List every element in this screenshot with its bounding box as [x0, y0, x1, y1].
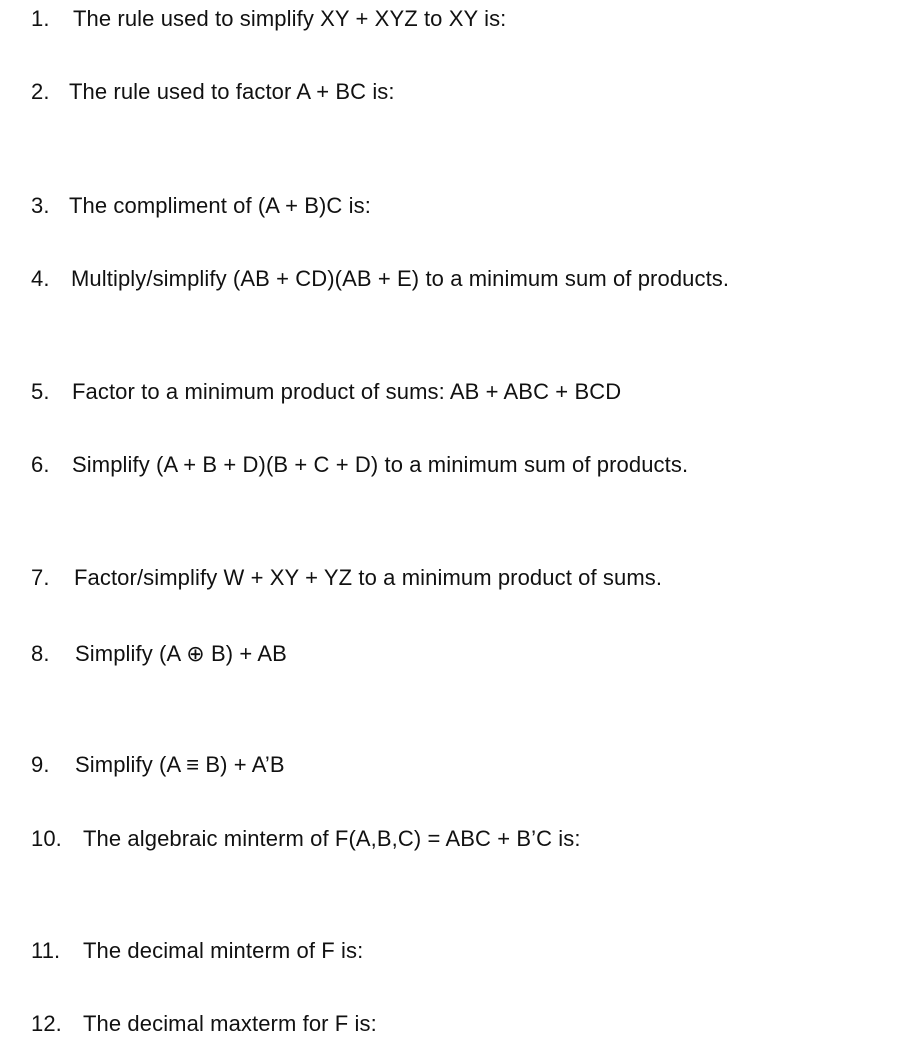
- question-text: The rule used to simplify XY + XYZ to XY is:: [73, 6, 507, 31]
- question-6: [31, 452, 688, 478]
- question-text: Factor/simplify W + XY + YZ to a minimum product of sums.: [74, 565, 663, 590]
- question-9: [31, 752, 285, 778]
- question-text: The decimal maxterm for F is:: [83, 1011, 377, 1036]
- question-1: [31, 6, 506, 32]
- question-text: The rule used to factor A + BC is:: [69, 79, 395, 104]
- question-number: 10.: [31, 826, 62, 851]
- question-number: 4.: [31, 266, 50, 291]
- question-number: 12.: [31, 1011, 62, 1036]
- question-5: [31, 379, 621, 405]
- question-text: Multiply/simplify (AB + CD)(AB + E) to a minimum sum of products.: [71, 266, 730, 291]
- question-text: The algebraic minterm of F(A,B,C) = ABC + B’C is:: [83, 826, 581, 851]
- question-number: 6.: [31, 452, 50, 477]
- question-text: The decimal minterm of F is:: [83, 938, 364, 963]
- question-number: 11.: [31, 938, 61, 963]
- question-number: 2.: [31, 79, 50, 104]
- question-number: 8.: [31, 641, 50, 666]
- question-number: 7.: [31, 565, 50, 590]
- question-2: [31, 79, 395, 105]
- question-text: Simplify (A + B + D)(B + C + D) to a minimum sum of products.: [72, 452, 689, 477]
- question-number: 9.: [31, 752, 50, 777]
- question-8: [31, 641, 287, 667]
- question-text: Factor to a minimum product of sums: AB + ABC + BCD: [72, 379, 622, 404]
- question-11: [31, 938, 363, 964]
- question-text: Simplify (A ≡ B) + A’B: [75, 752, 285, 777]
- question-number: 1.: [31, 6, 50, 31]
- question-10: [31, 826, 581, 852]
- question-4: [31, 266, 729, 292]
- question-7: [31, 565, 662, 591]
- question-number: 5.: [31, 379, 50, 404]
- question-text: The compliment of (A + B)C is:: [69, 193, 371, 218]
- question-3: [31, 193, 371, 219]
- question-number: 3.: [31, 193, 50, 218]
- question-text: Simplify (A ⊕ B) + AB: [75, 641, 287, 666]
- question-12: [31, 1011, 377, 1037]
